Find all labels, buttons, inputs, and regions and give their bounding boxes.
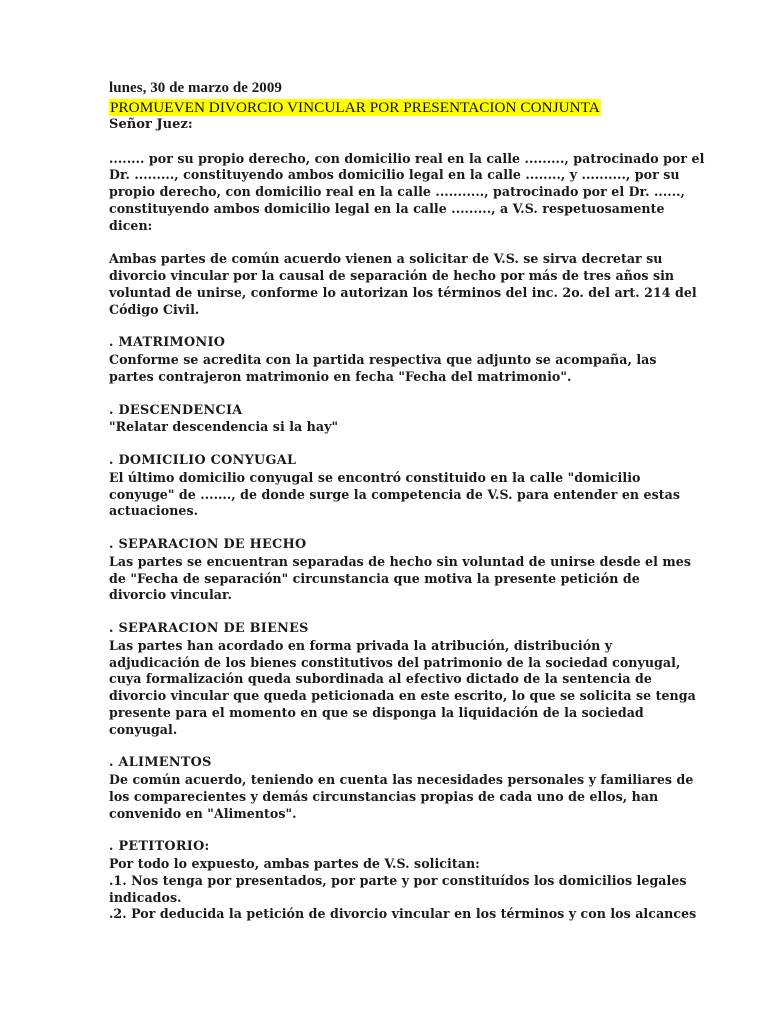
section-line: actuaciones. bbox=[109, 503, 199, 519]
spacer bbox=[109, 319, 654, 336]
section-heading: . DOMICILIO CONYUGAL bbox=[109, 452, 297, 468]
section-heading: . SEPARACION DE HECHO bbox=[109, 536, 307, 552]
spacer bbox=[109, 822, 654, 839]
section-heading: . SEPARACION DE BIENES bbox=[109, 620, 309, 636]
section-line: divorcio vincular. bbox=[109, 587, 232, 603]
section-heading: . ALIMENTOS bbox=[109, 755, 212, 771]
document-date: lunes, 30 de marzo de 2009 bbox=[109, 80, 282, 96]
document-page bbox=[109, 80, 705, 923]
section-line: partes contrajeron matrimonio en fecha "Fecha del matrimonio". bbox=[109, 368, 572, 384]
section-line: Las partes han acordado en forma privada la atribución, distribución y bbox=[109, 637, 613, 653]
section-line: Conforme se acredita con la partida respectiva que adjunto se acompaña, las bbox=[109, 352, 657, 368]
intro-paragraph bbox=[109, 150, 705, 235]
section-line: los comparecientes y demás circunstancias propias de cada uno de ellos, han bbox=[109, 788, 659, 804]
section-line: "Relatar descendencia si la hay" bbox=[109, 419, 339, 435]
section bbox=[109, 839, 697, 923]
section bbox=[109, 536, 691, 604]
section bbox=[109, 452, 680, 520]
section bbox=[109, 335, 657, 385]
document-title-line bbox=[109, 99, 654, 117]
intro-line: propio derecho, con domicilio real en la calle ..........., patrocinado por el Dr. ......, bbox=[109, 184, 685, 200]
section-line: El último domicilio conyugal se encontró constituido en la calle "domicilio bbox=[109, 469, 641, 485]
intro-line: dicen: bbox=[109, 217, 153, 233]
section-line: presente para el momento en que se disponga la liquidación de la sociedad bbox=[109, 704, 644, 720]
section bbox=[109, 403, 654, 437]
section bbox=[109, 755, 694, 822]
section-line: indicados. bbox=[109, 889, 182, 905]
section-line: .2. Por deducida la petición de divorcio vincular en los términos y con los alcances bbox=[109, 906, 697, 922]
intro-line: constituyendo ambos domicilio legal en la calle ........., a V.S. respetuosamente bbox=[109, 200, 665, 216]
section-heading: . PETITORIO: bbox=[109, 839, 210, 855]
section-line: conyugal. bbox=[109, 721, 178, 737]
section-heading: . MATRIMONIO bbox=[109, 335, 226, 351]
document-title: PROMUEVEN DIVORCIO VINCULAR POR PRESENTACION CONJUNTA bbox=[110, 99, 600, 116]
section-line: Las partes se encuentran separadas de hecho sin voluntad de unirse desde el mes bbox=[109, 553, 691, 569]
spacer bbox=[109, 520, 654, 537]
agreement-paragraph bbox=[109, 251, 697, 318]
section-line: adjudicación de los bienes constitutivos del patrimonio de la sociedad conyugal, bbox=[109, 654, 681, 670]
section-line: divorcio vincular que queda peticionada en este escrito, lo que se solicita se tenga bbox=[109, 688, 696, 704]
spacer bbox=[109, 134, 654, 151]
spacer bbox=[109, 604, 654, 621]
section-line: Por todo lo expuesto, ambas partes de V.S. solicitan: bbox=[109, 856, 480, 872]
agreement-line: voluntad de unirse, conforme lo autorizan los términos del inc. 2o. del art. 214 del bbox=[109, 284, 697, 300]
section-line: de "Fecha de separación" circunstancia que motiva la presente petición de bbox=[109, 570, 640, 586]
section-line: convenido en "Alimentos". bbox=[109, 805, 297, 821]
section-line: De común acuerdo, teniendo en cuenta las necesidades personales y familiares de bbox=[109, 772, 694, 788]
agreement-line: divorcio vincular por la causal de separación de hecho por más de tres años sin bbox=[109, 268, 675, 284]
spacer bbox=[109, 436, 654, 453]
spacer bbox=[109, 235, 654, 252]
intro-line: ........ por su propio derecho, con domicilio real en la calle ........., patrocinado por el bbox=[109, 150, 705, 166]
section-line: conyuge" de ......., de donde surge la competencia de V.S. para entender en estas bbox=[109, 486, 680, 502]
document-sections bbox=[109, 319, 697, 924]
spacer bbox=[109, 386, 654, 403]
section-line: cuya formalización queda subordinada al efectivo dictado de la sentencia de bbox=[109, 671, 652, 687]
section-heading: . DESCENDENCIA bbox=[109, 402, 243, 418]
salutation: Señor Juez: bbox=[109, 117, 193, 132]
section bbox=[109, 620, 696, 739]
section-line: .1. Nos tenga por presentados, por parte y por constituídos los domicilios legales bbox=[109, 872, 687, 888]
agreement-line: Ambas partes de común acuerdo vienen a solicitar de V.S. se sirva decretar su bbox=[109, 251, 663, 267]
intro-line: Dr. ........., constituyendo ambos domicilio legal en la calle ........, y .........., por su bbox=[109, 167, 680, 183]
spacer bbox=[109, 738, 654, 755]
agreement-line: Código Civil. bbox=[109, 301, 200, 317]
